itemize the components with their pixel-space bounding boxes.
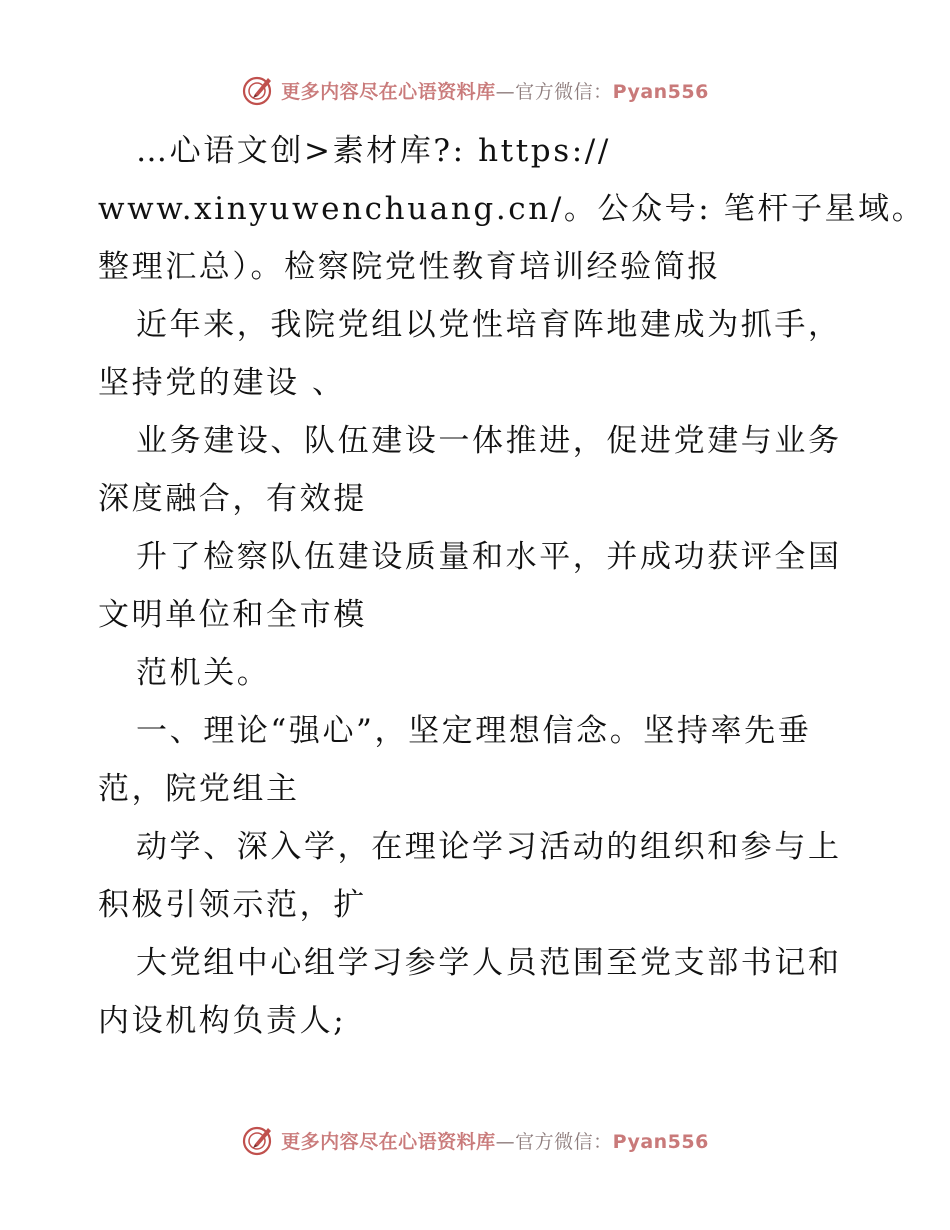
banner-text xyxy=(281,77,709,104)
text-line: 坚持党的建设 、 xyxy=(98,365,346,401)
text-line: 范机关。 xyxy=(136,655,271,691)
banner-dash: — xyxy=(495,1130,516,1153)
text-line: …心语文创>素材库?: https:// xyxy=(136,133,611,169)
banner-main-text: 更多内容尽在心语资料库 xyxy=(281,80,496,103)
footer-banner xyxy=(0,1120,950,1160)
text-line: 升了检察队伍建设质量和水平，并成功获评全国 xyxy=(136,539,842,575)
banner-main-text: 更多内容尽在心语资料库 xyxy=(281,1130,496,1153)
pen-logo-icon xyxy=(241,1123,275,1157)
text-line: 动学、深入学，在理论学习活动的组织和参与上 xyxy=(136,829,842,865)
banner-account-text: Pyan556 xyxy=(612,80,709,103)
banner-account-text: Pyan556 xyxy=(612,1130,709,1153)
text-line: 大党组中心组学习参学人员范围至党支部书记和 xyxy=(136,945,842,981)
text-line: 业务建设、队伍建设一体推进，促进党建与业务 xyxy=(136,423,842,459)
text-line: 文明单位和全市模 xyxy=(98,597,367,633)
text-line: 范，院党组主 xyxy=(98,771,300,807)
banner-official-text: 官方微信： xyxy=(515,1130,613,1153)
text-line: 整理汇总）。检察院党性教育培训经验简报 xyxy=(98,249,721,285)
banner-text xyxy=(281,1127,709,1154)
text-line: 近年来，我院党组以党性培育阵地建成为抓手， xyxy=(136,307,842,343)
text-line: 内设机构负责人; xyxy=(98,1003,347,1039)
document-body xyxy=(98,122,926,1050)
pen-logo-icon xyxy=(241,73,275,107)
text-line: 一、理论“强心”，坚定理想信念。坚持率先垂 xyxy=(136,713,812,749)
banner-dash: — xyxy=(495,80,516,103)
banner-official-text: 官方微信： xyxy=(515,80,613,103)
header-banner xyxy=(0,70,950,110)
text-line: 积极引领示范，扩 xyxy=(98,887,367,923)
text-line: www.xinyuwenchuang.cn/。公众号: 笔杆子星域。 xyxy=(98,191,926,227)
text-line: 深度融合，有效提 xyxy=(98,481,367,517)
